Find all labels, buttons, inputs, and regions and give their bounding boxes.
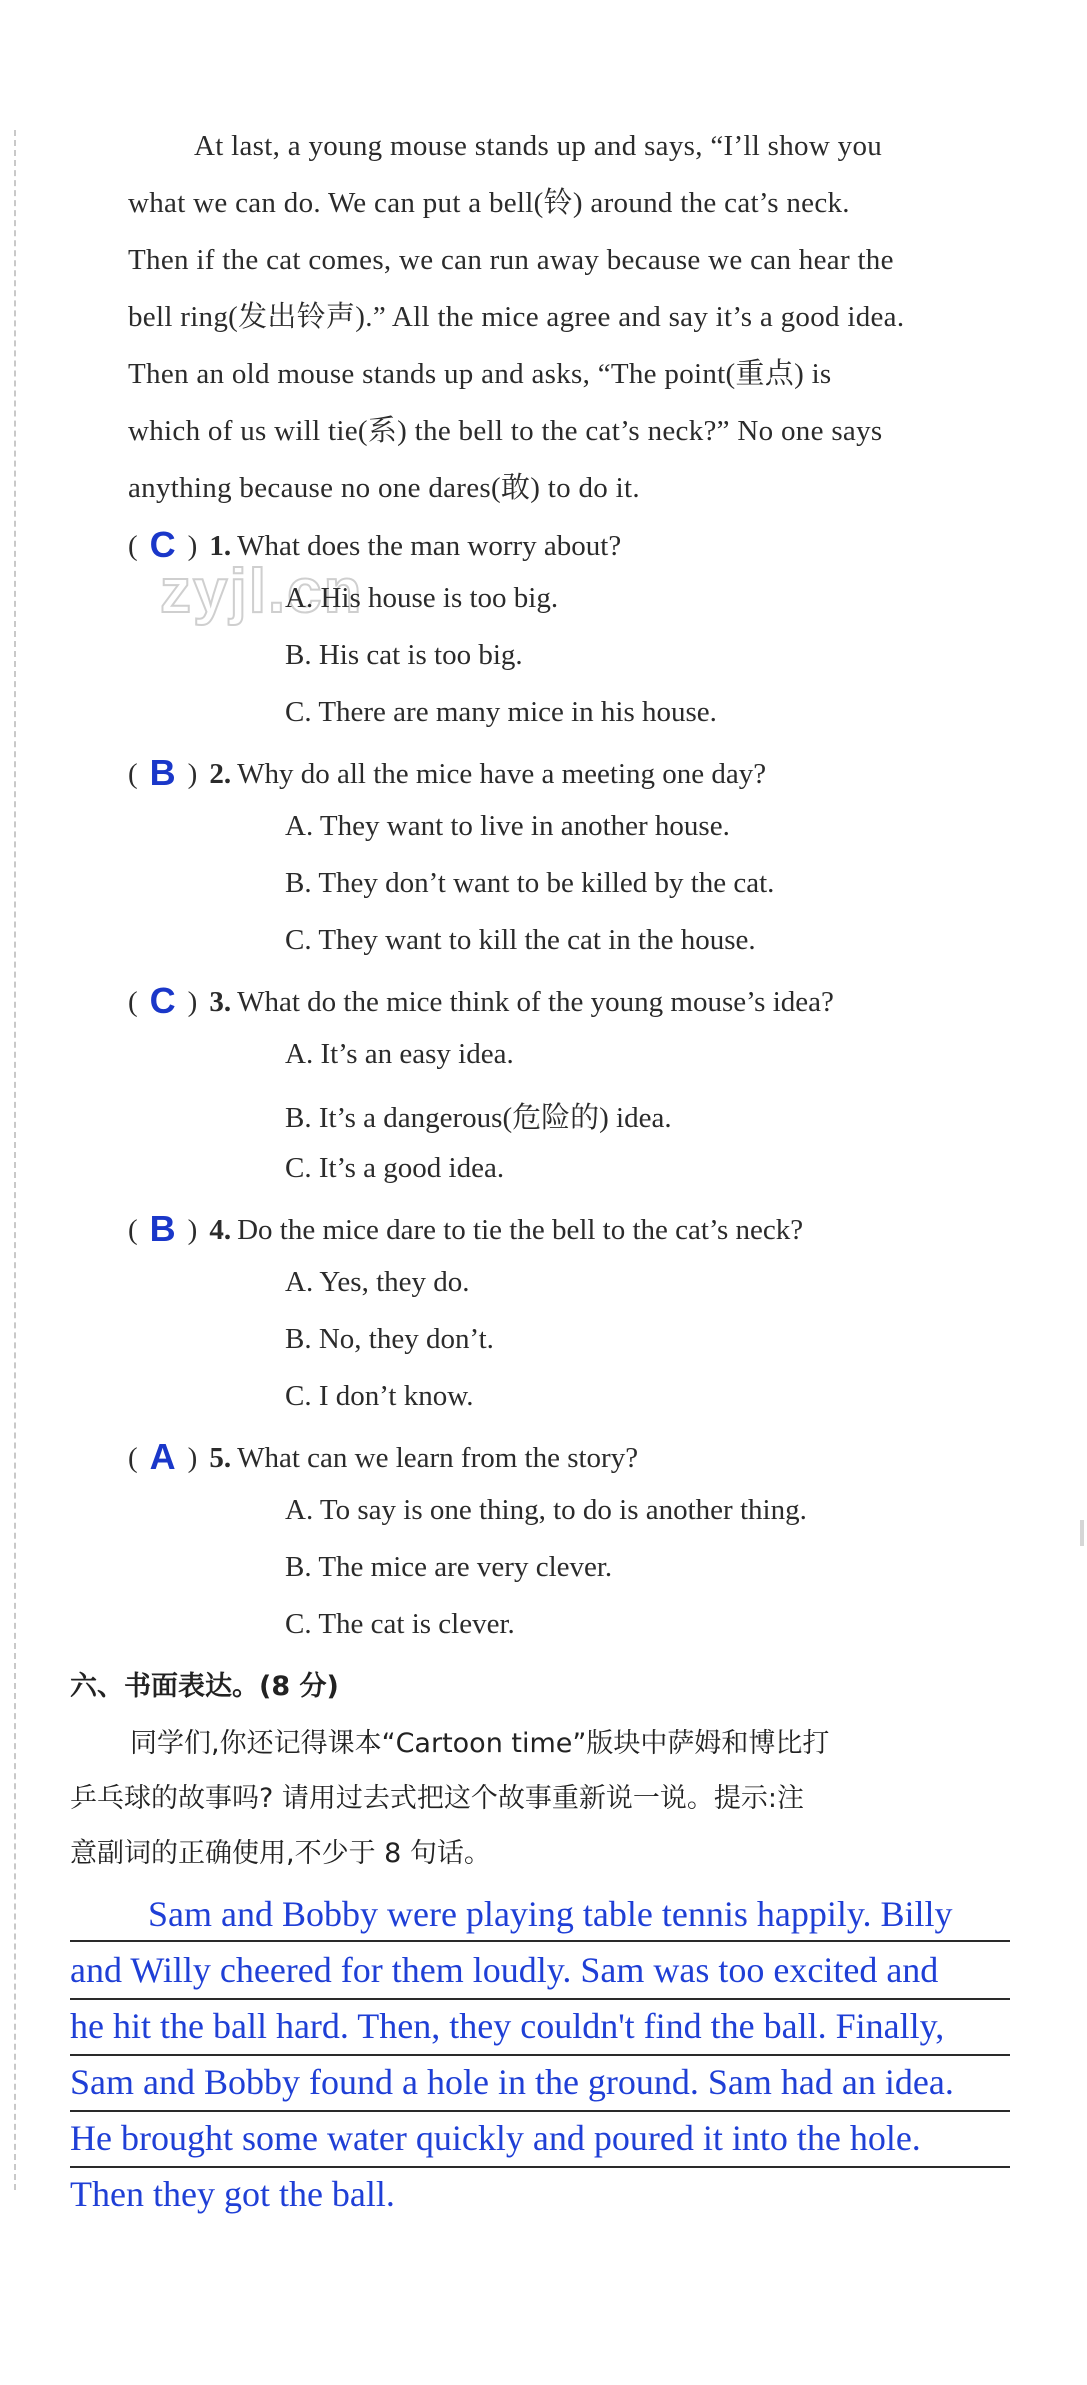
question-number: 1. xyxy=(209,530,232,562)
answer-3: C xyxy=(149,980,176,1021)
option-2b: B. They don’t want to be killed by the cat. xyxy=(285,867,775,899)
passage-line: At last, a young mouse stands up and says, “I’ll show you xyxy=(194,130,883,162)
watermark: zyjl.cn xyxy=(160,557,364,626)
question-text: What do the mice think of the young mouse’s idea? xyxy=(237,986,834,1018)
answer-2: B xyxy=(149,752,176,793)
option-3a: A. It’s an easy idea. xyxy=(285,1038,514,1070)
margin-mark xyxy=(1080,1520,1084,1546)
option-4a: A. Yes, they do. xyxy=(285,1266,470,1298)
section-title: 六、书面表达。(8 分) xyxy=(70,1671,339,1702)
essay-line: he hit the ball hard. Then, they couldn't find the ball. Finally, xyxy=(70,1998,1010,2056)
essay-line: Then they got the ball. xyxy=(70,2174,395,2214)
essay-answer xyxy=(70,1886,1030,2214)
paren-open: ( xyxy=(128,530,138,562)
essay-line: Sam and Bobby were playing table tennis happily. Billy xyxy=(70,1886,1010,1942)
question-text: Do the mice dare to tie the bell to the cat’s neck? xyxy=(237,1214,804,1246)
answer-5: A xyxy=(149,1436,176,1477)
option-4b: B. No, they don’t. xyxy=(285,1323,494,1355)
option-4c: C. I don’t know. xyxy=(285,1380,474,1412)
binding-dash-line xyxy=(14,130,16,2190)
option-3c: C. It’s a good idea. xyxy=(285,1152,505,1184)
paren-open: ( xyxy=(128,986,138,1018)
paren-close: ) xyxy=(187,1442,198,1474)
option-2c: C. They want to kill the cat in the house. xyxy=(285,924,756,956)
paren-close: ) xyxy=(187,1214,198,1246)
essay-line: Sam and Bobby found a hole in the ground. Sam had an idea. xyxy=(70,2054,1010,2112)
paren-close: ) xyxy=(187,758,198,790)
paren-close: ) xyxy=(187,986,198,1018)
question-5 xyxy=(128,1436,638,1478)
paren-open: ( xyxy=(128,1442,138,1474)
question-number: 5. xyxy=(209,1442,232,1474)
question-text: What can we learn from the story? xyxy=(237,1442,639,1474)
option-1c: C. There are many mice in his house. xyxy=(285,696,717,728)
essay-line: and Willy cheered for them loudly. Sam was too excited and xyxy=(70,1942,1010,2000)
answer-1: C xyxy=(149,524,176,565)
option-5a: A. To say is one thing, to do is another thing. xyxy=(285,1494,807,1526)
question-3 xyxy=(128,980,834,1022)
passage-line: Then an old mouse stands up and asks, “The point(重点) is xyxy=(128,358,832,390)
paren-open: ( xyxy=(128,1214,138,1246)
option-1b: B. His cat is too big. xyxy=(285,639,523,671)
question-text: Why do all the mice have a meeting one day? xyxy=(237,758,767,790)
option-2a: A. They want to live in another house. xyxy=(285,810,730,842)
instruction-line: 同学们,你还记得课本“Cartoon time”版块中萨姆和博比打 xyxy=(130,1728,830,1759)
question-2 xyxy=(128,752,766,794)
passage-line: bell ring(发出铃声).” All the mice agree and say it’s a good idea. xyxy=(128,301,905,333)
passage-line: anything because no one dares(敢) to do it. xyxy=(128,472,640,504)
paren-close: ) xyxy=(187,530,198,562)
passage-line: Then if the cat comes, we can run away because we can hear the xyxy=(128,244,894,276)
instruction-line: 乒乓球的故事吗? 请用过去式把这个故事重新说一说。提示:注 xyxy=(70,1783,805,1814)
question-number: 4. xyxy=(209,1214,232,1246)
answer-4: B xyxy=(149,1208,176,1249)
instruction-line: 意副词的正确使用,不少于 8 句话。 xyxy=(70,1838,491,1869)
question-4 xyxy=(128,1208,803,1250)
reading-passage xyxy=(128,118,1013,517)
passage-line: which of us will tie(系) the bell to the cat’s neck?” No one says xyxy=(128,415,883,447)
question-1 xyxy=(128,524,621,566)
paren-open: ( xyxy=(128,758,138,790)
question-number: 2. xyxy=(209,758,232,790)
question-text: What does the man worry about? xyxy=(237,530,622,562)
option-5c: C. The cat is clever. xyxy=(285,1608,515,1640)
option-3b: B. It’s a dangerous(危险的) idea. xyxy=(285,1102,672,1134)
passage-line: what we can do. We can put a bell(铃) around the cat’s neck. xyxy=(128,187,850,219)
question-number: 3. xyxy=(209,986,232,1018)
option-5b: B. The mice are very clever. xyxy=(285,1551,613,1583)
option-1a: A. His house is too big. xyxy=(285,582,559,614)
writing-instructions xyxy=(70,1716,1030,1881)
essay-line: He brought some water quickly and poured it into the hole. xyxy=(70,2110,1010,2168)
